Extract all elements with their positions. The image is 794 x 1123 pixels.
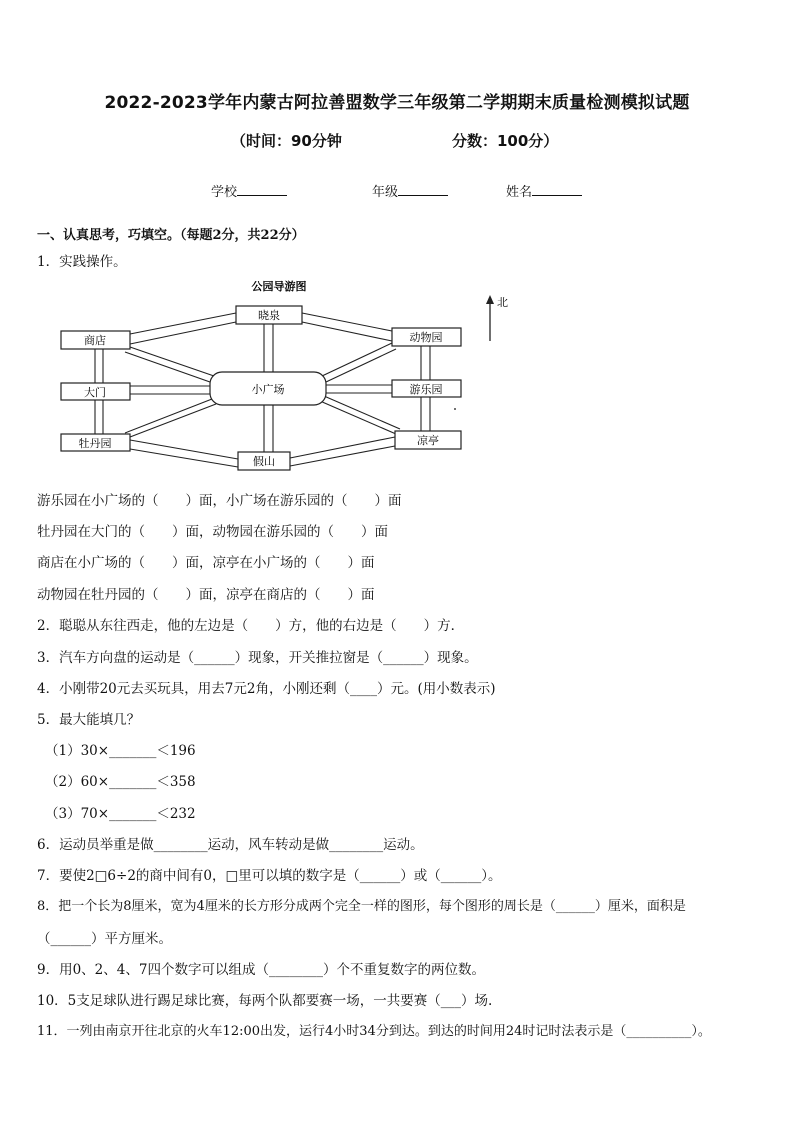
q1-line-1: 游乐园在小广场的（ ）面，小广场在游乐园的（ ）面 [37, 493, 402, 509]
question-9: 9．用0、2、4、7四个数字可以组成（________）个不重复数字的两位数。 [37, 962, 485, 978]
q1-line-3: 商店在小广场的（ ）面，凉亭在小广场的（ ）面 [37, 555, 375, 571]
question-5-item-3: （3）70×_______＜232 [45, 806, 196, 822]
question-10: 10．5支足球队进行踢足球比赛，每两个队都要赛一场，一共要赛（___）场. [37, 993, 493, 1009]
north-label: 北 [497, 296, 508, 309]
exam-score: 分数：100分） [452, 132, 559, 150]
node-jiashan: 假山 [253, 455, 275, 468]
question-5-item-2: （2）60×_______＜358 [45, 774, 196, 790]
q1-line-4: 动物园在牡丹园的（ ）面，凉亭在商店的（ ）面 [37, 587, 375, 603]
north-arrow-icon [486, 295, 494, 341]
question-11: 11．一列由南京开往北京的火车12:00出发，运行4小时34分到达。到达的时间用24时记时法表示是（__________）。 [37, 1024, 711, 1039]
node-center: 小广场 [251, 383, 285, 396]
node-xiaoquan: 晓泉 [258, 309, 280, 322]
node-shangdian: 商店 [84, 334, 106, 347]
grade-label: 年级 [372, 185, 399, 200]
q1-line-2: 牡丹园在大门的（ ）面，动物园在游乐园的（ ）面 [37, 524, 388, 540]
node-liangting: 凉亭 [417, 434, 439, 447]
question-5-label: 5．最大能填几？ [37, 712, 141, 728]
name-label: 姓名 [506, 185, 533, 200]
node-damen: 大门 [84, 386, 106, 399]
node-mudanyuan: 牡丹园 [78, 437, 112, 450]
section-heading: 一、认真思考，巧填空。（每题2分，共22分） [37, 228, 305, 243]
node-dongwuyuan: 动物园 [409, 331, 443, 344]
question-5-item-1: （1）30×_______＜196 [45, 743, 196, 759]
question-3: 3．汽车方向盘的运动是（______）现象，开关推拉窗是（______）现象。 [37, 650, 478, 666]
q1-label: 1．实践操作。 [37, 254, 127, 270]
question-8-line-1: 8．把一个长为8厘米，宽为4厘米的长方形分成两个完全一样的图形，每个图形的周长是（______）厘米，面积是 [37, 899, 686, 914]
school-label: 学校 [211, 185, 238, 200]
map-title: 公园导游图 [251, 280, 307, 293]
question-8-line-2: （______）平方厘米。 [37, 931, 172, 947]
question-2: 2．聪聪从东往西走，他的左边是（ ）方，他的右边是（ ）方． [37, 618, 465, 634]
exam-title: 2022-2023学年内蒙古阿拉善盟数学三年级第二学期期末质量检测模拟试题 [104, 93, 690, 113]
question-4: 4．小刚带20元去买玩具，用去7元2角，小刚还剩（____）元。(用小数表示) [37, 681, 496, 697]
map-dot [454, 408, 456, 410]
question-6: 6．运动员举重是做________运动，风车转动是做________运动。 [37, 837, 424, 853]
park-map [0, 0, 794, 480]
node-youleyuan: 游乐园 [409, 383, 443, 396]
question-7: 7．要使2□6÷2的商中间有0，□里可以填的数字是（______）或（______）。 [37, 868, 502, 884]
exam-time: （时间：90分钟 [231, 132, 342, 150]
